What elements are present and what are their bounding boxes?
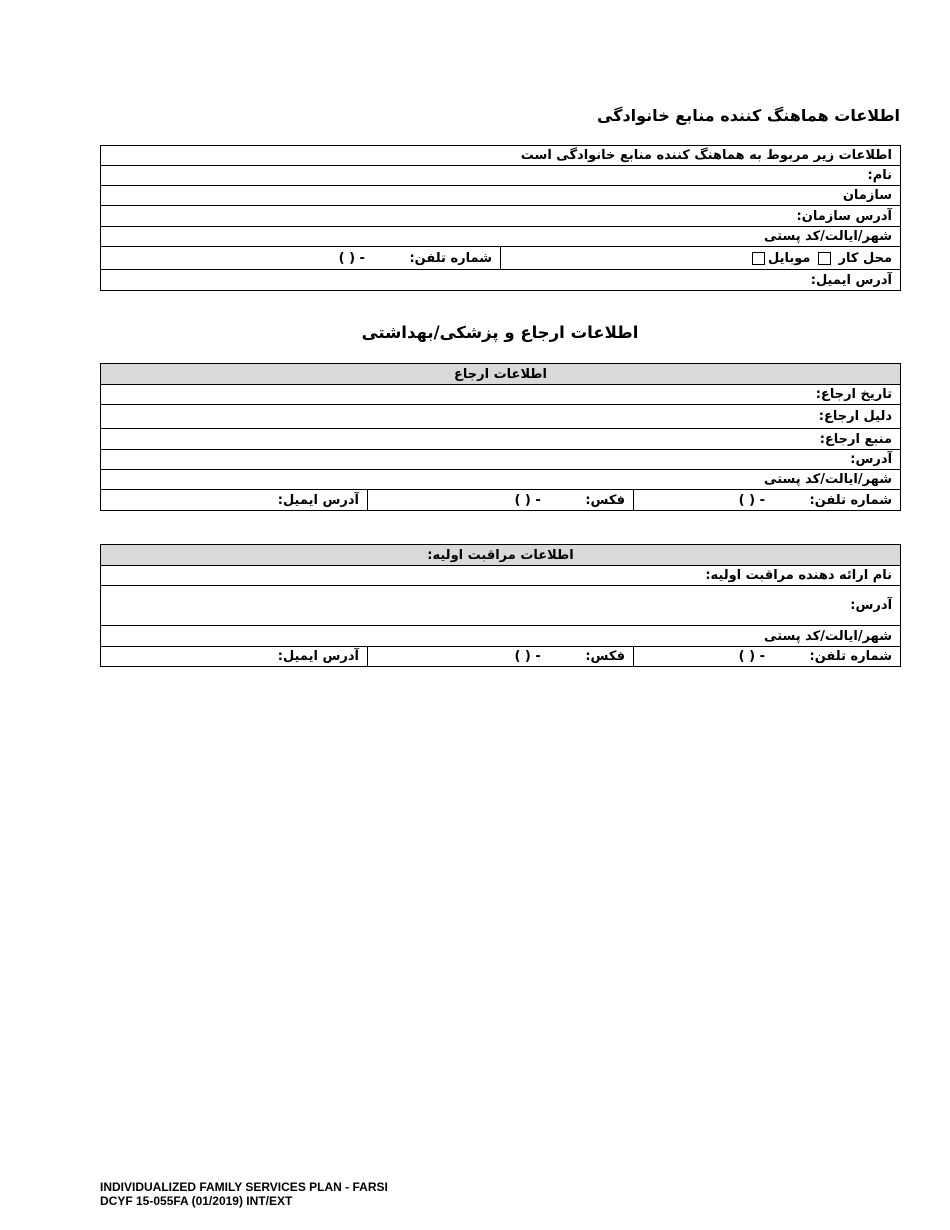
- primary-care-phone-field[interactable]: [634, 647, 901, 667]
- coordinator-organization-field[interactable]: [101, 186, 901, 206]
- referral-phone-label: شماره تلفن:: [809, 492, 893, 508]
- referral-city-state-zip-label: شهر/ایالت/کد پستی: [764, 472, 893, 487]
- coordinator-name-field[interactable]: [101, 166, 901, 186]
- referral-email-field[interactable]: [101, 490, 368, 511]
- coordinator-city-state-zip-field[interactable]: [101, 227, 901, 247]
- primary-care-email-field[interactable]: [101, 647, 368, 667]
- coordinator-email-field[interactable]: [101, 270, 901, 291]
- phone-template: ( ) -: [738, 492, 765, 508]
- primary-care-email-label: آدرس ایمیل:: [277, 649, 359, 664]
- referral-reason-field[interactable]: [101, 405, 901, 429]
- coordinator-intro: اطلاعات زیر مربوط به هماهنگ کننده منابع خانوادگی است: [101, 146, 901, 166]
- referral-city-state-zip-field[interactable]: [101, 470, 901, 490]
- referral-phone-field[interactable]: [634, 490, 901, 511]
- referral-section-title: اطلاعات ارجاع و پزشکی/بهداشتی: [361, 323, 639, 342]
- referral-table: [100, 363, 901, 511]
- referral-fax-label: فکس:: [585, 492, 625, 508]
- primary-care-address-label: آدرس:: [850, 598, 893, 613]
- email-label: آدرس ایمیل:: [810, 272, 892, 288]
- organization-label: سازمان: [842, 188, 892, 203]
- mobile-label: موبایل: [768, 250, 811, 266]
- referral-date-field[interactable]: [101, 385, 901, 405]
- primary-care-provider-field[interactable]: [101, 566, 901, 586]
- primary-care-table: [100, 544, 901, 667]
- referral-header: اطلاعات ارجاع: [101, 364, 901, 385]
- coordinator-table: [100, 145, 901, 291]
- coordinator-org-address-field[interactable]: [101, 206, 901, 227]
- primary-care-address-field[interactable]: [101, 586, 901, 626]
- primary-care-fax-label: فکس:: [585, 649, 625, 664]
- footer-title: INDIVIDUALIZED FAMILY SERVICES PLAN - FARSI: [100, 1180, 388, 1194]
- primary-care-fax-field[interactable]: [368, 647, 634, 667]
- referral-source-field[interactable]: [101, 429, 901, 450]
- org-address-label: آدرس سازمان:: [796, 208, 892, 224]
- referral-fax-field[interactable]: [368, 490, 634, 511]
- mobile-checkbox[interactable]: [752, 252, 765, 265]
- footer-form-number: DCYF 15-055FA (01/2019) INT/EXT: [100, 1194, 293, 1208]
- workplace-label: محل کار: [838, 250, 892, 266]
- name-label: نام:: [867, 168, 892, 183]
- fax-template: ( ) -: [514, 492, 541, 508]
- coordinator-section-title: اطلاعات هماهنگ کننده منابع خانوادگی: [596, 106, 900, 125]
- phone-template: ( ) -: [738, 649, 765, 664]
- phone-template: ( ) -: [338, 250, 365, 266]
- coordinator-phone-field[interactable]: [101, 247, 501, 270]
- provider-name-label: نام ارائه دهنده مراقبت اولیه:: [705, 568, 893, 583]
- fax-template: ( ) -: [514, 649, 541, 664]
- primary-care-city-state-zip-label: شهر/ایالت/کد پستی: [764, 628, 893, 644]
- referral-address-label: آدرس:: [850, 452, 893, 467]
- primary-care-header: اطلاعات مراقبت اولیه:: [101, 545, 901, 566]
- city-state-zip-label: شهر/ایالت/کد پستی: [764, 229, 892, 244]
- primary-care-city-state-zip-field[interactable]: [101, 626, 901, 647]
- referral-reason-label: دلیل ارجاع:: [818, 409, 893, 424]
- referral-email-label: آدرس ایمیل:: [277, 492, 359, 508]
- primary-care-phone-label: شماره تلفن:: [809, 649, 893, 664]
- referral-source-label: منبع ارجاع:: [819, 431, 893, 447]
- form-footer: [100, 1180, 388, 1208]
- coordinator-phone-type: [501, 247, 901, 270]
- workplace-checkbox[interactable]: [818, 252, 831, 265]
- referral-date-label: تاریخ ارجاع:: [815, 387, 893, 402]
- referral-address-field[interactable]: [101, 450, 901, 470]
- phone-label: شماره تلفن:: [409, 250, 492, 266]
